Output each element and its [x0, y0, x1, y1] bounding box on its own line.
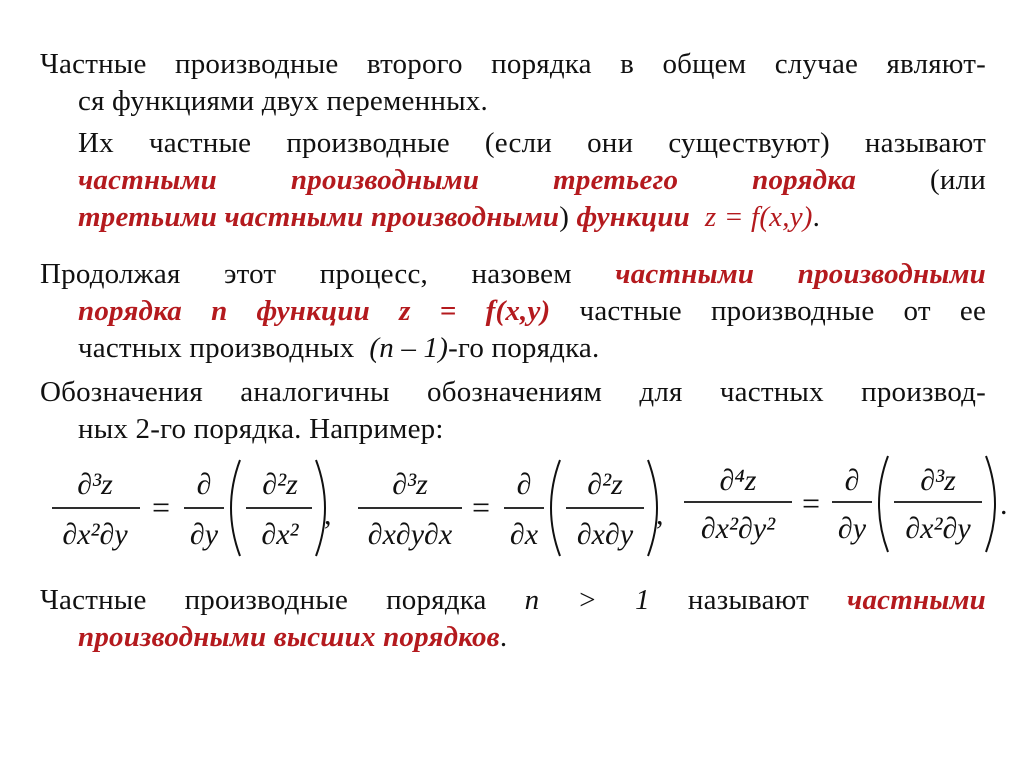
text-fragment: -го порядка. — [448, 332, 600, 364]
text-fragment: Частные производные порядка — [40, 584, 487, 616]
fraction-numerator: ∂³z — [77, 468, 113, 501]
equals-sign: = — [802, 485, 821, 521]
separator: . — [1000, 488, 1008, 521]
term-third-order: частными производными третьего порядка — [78, 164, 857, 196]
fraction-numerator: ∂²z — [587, 468, 623, 501]
formula-z-fxy-bold: z = f(x,y) — [399, 295, 551, 327]
text-line — [40, 256, 986, 293]
term-partial-derivatives: частными производными — [615, 258, 987, 290]
term-order-n-function: порядка n функции — [78, 295, 370, 327]
text-fragment: частных производных — [78, 332, 355, 364]
equals-sign: = — [152, 489, 171, 525]
formula-svg — [40, 452, 1024, 564]
left-paren — [879, 456, 888, 552]
fraction-denominator: ∂x² — [261, 518, 299, 551]
fraction-denominator: ∂x²∂y² — [700, 512, 776, 545]
fraction-numerator: ∂⁴z — [719, 464, 757, 497]
text-line — [40, 293, 986, 330]
paragraph-second-order — [40, 46, 986, 120]
fraction-numerator: ∂³z — [920, 464, 956, 497]
text-fragment: . — [812, 201, 821, 233]
paragraph-third-order — [40, 125, 986, 236]
separator: , — [324, 498, 332, 531]
fraction-numerator: ∂²z — [262, 468, 298, 501]
text-fragment: . — [499, 621, 508, 653]
formula-n-minus-1: (n – 1) — [369, 332, 449, 364]
text-fragment: Продолжая этот процесс, назовем — [40, 258, 572, 290]
text-line — [40, 582, 986, 619]
term-third-partial: третьими частными производными — [78, 201, 560, 233]
text-line: Частные производные второго порядка в общем случае являют- — [40, 48, 986, 80]
text-fragment: (или — [930, 164, 986, 196]
text-line — [40, 619, 986, 656]
fraction-denominator: ∂y — [189, 518, 219, 551]
formula-d3z-dx2dy — [52, 460, 332, 556]
formula-d3z-dxdydx — [358, 460, 664, 556]
text-line: Их частные производные (если они существуют) называют — [78, 127, 986, 159]
text-fragment: называют — [687, 584, 809, 616]
separator: , — [656, 498, 664, 531]
equals-sign: = — [472, 489, 491, 525]
right-paren — [986, 456, 995, 552]
fraction-denominator: ∂x²∂y — [62, 518, 128, 551]
fraction-numerator: ∂ — [516, 468, 532, 501]
left-paren — [231, 460, 240, 556]
fraction-numerator: ∂ — [844, 464, 860, 497]
fraction-denominator: ∂x∂y — [576, 518, 634, 551]
text-line: Обозначения аналогичны обозначениям для частных производ- — [40, 376, 986, 408]
fraction-numerator: ∂³z — [392, 468, 428, 501]
fraction-denominator: ∂x²∂y — [905, 512, 971, 545]
formula-n-gt-1: n > 1 — [524, 584, 650, 616]
text-fragment: частные производные от ее — [579, 295, 987, 327]
text-line — [40, 199, 986, 236]
term-higher-order: производными высших порядков — [78, 621, 500, 653]
paragraph-higher-order — [40, 582, 986, 656]
left-paren — [551, 460, 560, 556]
term-function: функции — [576, 201, 690, 233]
paragraph-order-n — [40, 256, 986, 367]
text-fragment: ) — [559, 201, 570, 233]
fraction-numerator: ∂ — [196, 468, 212, 501]
formula-d4z-dx2dy2 — [684, 456, 1008, 552]
text-line: ных 2-го порядка. Например: — [78, 413, 444, 445]
text-line — [40, 162, 986, 199]
fraction-denominator: ∂y — [837, 512, 867, 545]
term-partial: частными — [847, 584, 986, 616]
formula-z-fxy: z = f(x,y) — [704, 201, 813, 233]
text-line: ся функциями двух переменных. — [78, 85, 488, 117]
fraction-denominator: ∂x∂y∂x — [367, 518, 453, 551]
text-line — [40, 330, 986, 367]
formula-row — [40, 452, 1024, 564]
fraction-denominator: ∂x — [509, 518, 539, 551]
paragraph-notation — [40, 374, 986, 448]
